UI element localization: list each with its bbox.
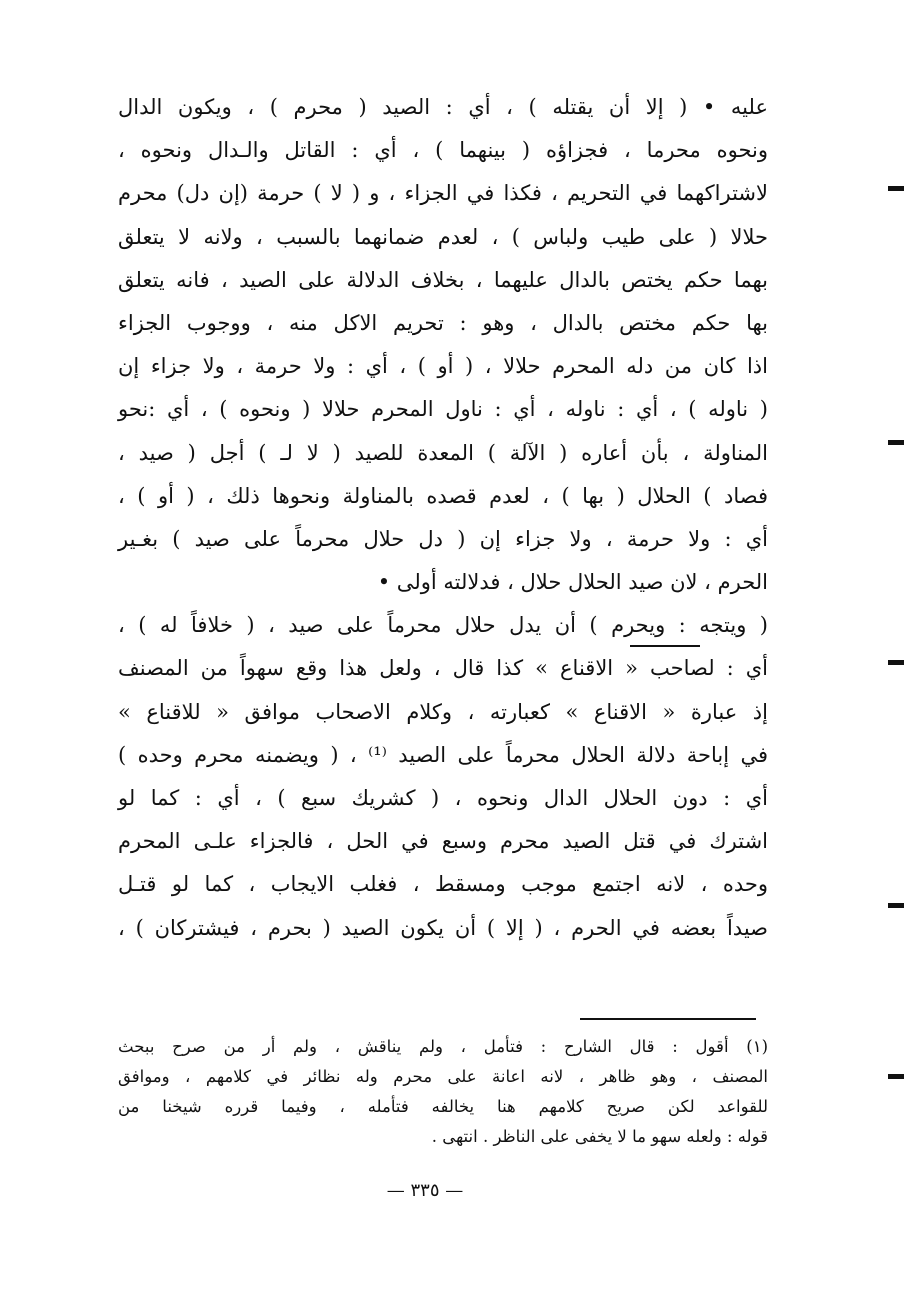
text-line: عليه • ( إلا أن يقتله ) ، أي : الصيد ( محرم ) ، ويكون الدال [118,95,768,119]
footnote [118,1032,768,1152]
text-line: الحرم ، لان صيد الحلال حلال ، فدلالته أولى • [377,570,768,595]
margin-mark [888,186,904,191]
text-line: أي : دون الحلال الدال ونحوه ، ( كشريك سبع ) ، أي : كما لو [118,786,768,810]
text-line: بها حكم مختص بالدال ، وهو : تحريم الاكل منه ، ووجوب الجزاء [118,310,768,335]
text-line: وحده ، لانه اجتمع موجب ومسقط ، فغلب الايجاب ، كما لو قتـل [118,872,768,897]
text-line: لاشتراكهما في التحريم ، فكذا في الجزاء ، و ( لا ) حرمة (إن دل) محرم [118,181,768,206]
text-line: إذ عبارة « الاقناع » كعبارته ، وكلام الاصحاب موافق « للاقناع » [118,699,768,724]
text-line: في إباحة دلالة الحلال محرماً على الصيد ⁽¹⁾ ، ( ويضمنه محرم وحده ) [118,742,768,767]
page-number: — ٣٣٥ — [386,1180,464,1201]
overline-mark [630,645,700,647]
footnote-line: قوله : ولعله سهو ما لا يخفى على الناظر . انتهى . [431,1127,768,1146]
footnote-line: للقواعد لكن صريح كلامهم هنا يخالفه فتأمله ، وفيما قرره شيخنا من [118,1097,768,1116]
text-line: اشترك في قتل الصيد محرم وسبع في الحل ، فالجزاء علـى المحرم [118,829,768,854]
text-line: المناولة ، بأن أعاره ( الآلة ) المعدة للصيد ( لا لـ ) أجل ( صيد ، [118,440,768,465]
footnote-line: المصنف ، وهو ظاهر ، لانه اعانة على محرم وله نظائر في كلامهم ، وموافق [118,1067,768,1086]
text-line: ( ويتجه : ويحرم ) أن يدل حلال محرماً على صيد ، ( خلافاً له ) ، [118,613,768,638]
text-line: حلالا ( على طيب ولباس ) ، لعدم ضمانهما بالسبب ، ولانه لا يتعلق [118,224,768,249]
footnote-separator [580,1018,756,1020]
text-line: بهما حكم يختص بالدال عليهما ، بخلاف الدلالة على الصيد ، فانه يتعلق [118,267,768,292]
footnote-line: (١) أقول : قال الشارح : فتأمل ، ولم يناقش ، ولم أر من صرح ببحث [118,1037,768,1056]
text-line: فصاد ) الحلال ( بها ) ، لعدم قصده بالمناولة ونحوها ذلك ، ( أو ) ، [118,483,768,508]
margin-mark [888,903,904,908]
text-line: أي : ولا حرمة ، ولا جزاء إن ( دل حلال محرماً على صيد ) بغـير [118,526,768,551]
text-line: ونحوه محرما ، فجزاؤه ( بينهما ) ، أي : القاتل والـدال ونحوه ، [118,138,768,163]
text-line: صيداً بعضه في الحرم ، ( إلا ) أن يكون الصيد ( بحرم ، فيشتركان ) ، [118,915,768,940]
text-line: ( ناوله ) ، أي : ناوله ، أي : ناول المحرم حلالا ( ونحوه ) ، أي :نحو [118,397,768,422]
margin-mark [888,1074,904,1079]
text-line: أي : لصاحب « الاقناع » كذا قال ، ولعل هذا وقع سهواً من المصنف [118,656,768,681]
main-text [118,86,768,950]
margin-mark [888,440,904,445]
margin-mark [888,660,904,665]
text-line: اذا كان من دله المحرم حلالا ، ( أو ) ، أي : ولا حرمة ، ولا جزاء إن [118,354,768,379]
